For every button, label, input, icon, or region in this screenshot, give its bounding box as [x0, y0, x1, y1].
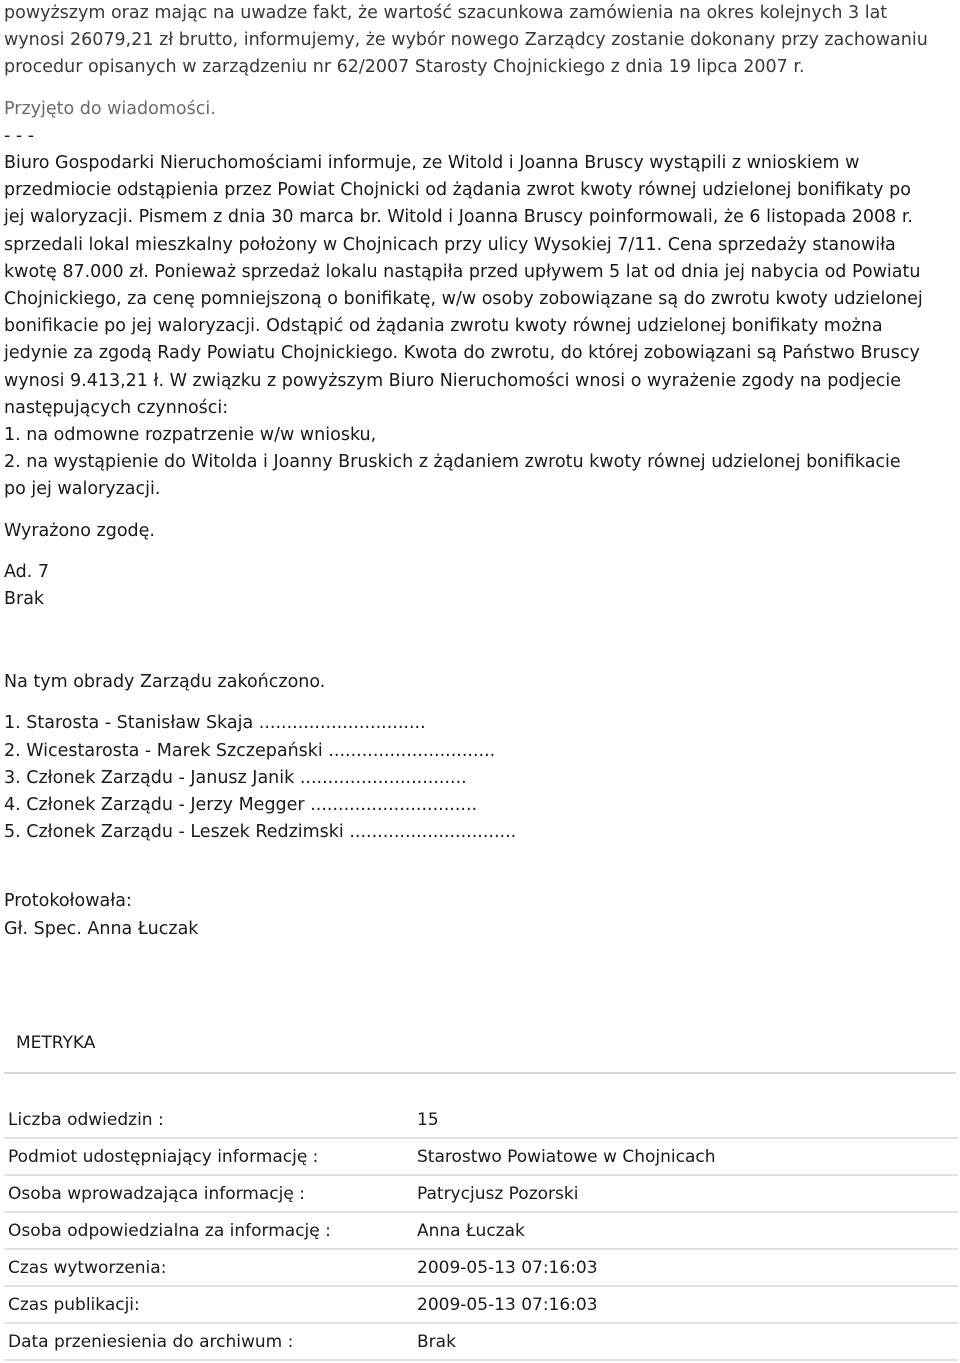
- signatory-item: 3. Członek Zarządu - Janusz Janik ..............................: [4, 767, 467, 788]
- signatory-item: 2. Wicestarosta - Marek Szczepański ..............................: [4, 740, 496, 761]
- intro-line: powyższym oraz mając na uwadze fakt, że wartość szacunkowa zamówienia na okres kolejnych 3 lat: [4, 3, 888, 23]
- metryka-divider: [4, 1072, 956, 1074]
- signatory-item: 4. Członek Zarządu - Jerzy Megger ..............................: [4, 795, 478, 816]
- body-line: następujących czynności:: [4, 397, 229, 418]
- body-line: przedmiocie odstąpienia przez Powiat Chojnicki od żądania zwrot kwoty równej udzielonej bonifikaty po: [4, 180, 911, 201]
- body-line: Biuro Gospodarki Nieruchomościami informuje, ze Witold i Joanna Bruscy wystąpili z wnioskiem w: [4, 153, 860, 174]
- metryka-value: Starostwo Powiatowe w Chojnicach: [413, 1138, 958, 1175]
- body-line: Chojnickiego, za cenę pomniejszoną o bonifikatę, w/w osoby zobowiązane są do zwrotu kwoty udzielonej: [4, 289, 923, 310]
- body-line: wynosi 9.413,21 ł. W związku z powyższym Biuro Nieruchomości wnosi o wyrażenie zgody na podjecie: [4, 370, 902, 391]
- metryka-row: [4, 1212, 958, 1249]
- metryka-value: 2009-05-13 07:16:03: [413, 1249, 958, 1286]
- metryka-label: Czas wytworzenia:: [4, 1249, 413, 1286]
- body-line: sprzedali lokal mieszkalny położony w Chojnicach przy ulicy Wysokiej 7/11. Cena sprzedaży stanowiła: [4, 234, 896, 255]
- metryka-value: Anna Łuczak: [413, 1212, 958, 1249]
- list-item: 1. na odmowne rozpatrzenie w/w wniosku,: [4, 425, 377, 446]
- separator: - - -: [4, 125, 35, 146]
- metryka-label: Osoba odpowiedzialna za informację :: [4, 1212, 413, 1249]
- metryka-label: Podmiot udostępniający informację :: [4, 1138, 413, 1175]
- body-line: jedynie za zgodą Rady Powiatu Chojnickiego. Kwota do zwrotu, do której zobowiązani są Państwo Bruscy: [4, 343, 920, 364]
- document-body: [4, 0, 956, 943]
- metryka-value: 15: [413, 1102, 958, 1138]
- metryka-row: [4, 1102, 958, 1138]
- body-line: bonifikacie po jej waloryzacji. Odstąpić od żądania zwrotu kwoty równej udzielonej bonifikaty można: [4, 316, 883, 337]
- protocol-label: Protokołowała:: [4, 891, 132, 912]
- metryka-value: Patrycjusz Pozorski: [413, 1175, 958, 1212]
- metryka-row: [4, 1138, 958, 1175]
- metryka-table: [4, 1102, 958, 1361]
- metryka-row: [4, 1175, 958, 1212]
- signatories-list: [4, 710, 956, 846]
- intro-line: wynosi 26079,21 zł brutto, informujemy, że wybór nowego Zarządcy zostanie dokonany przy zachowaniu: [4, 30, 928, 51]
- metryka-row: [4, 1286, 958, 1323]
- protocol-name: Gł. Spec. Anna Łuczak: [4, 918, 199, 939]
- metryka-label: Czas publikacji:: [4, 1286, 413, 1323]
- metryka-label: Data przeniesienia do archiwum :: [4, 1323, 413, 1360]
- metryka-value: 2009-05-13 07:16:03: [413, 1286, 958, 1323]
- closing-text: Na tym obrady Zarządu zakończono.: [4, 672, 326, 693]
- body-line: jej waloryzacji. Pismem z dnia 30 marca br. Witold i Joanna Bruscy poinformowali, że 6 listopada 2008 r.: [4, 207, 913, 228]
- intro-line: procedur opisanych w zarządzeniu nr 62/2007 Starosty Chojnickiego z dnia 19 lipca 2007 r.: [4, 57, 805, 78]
- list-item: 2. na wystąpienie do Witolda i Joanny Bruskich z żądaniem zwrotu kwoty równej udzielonej bonifikacie: [4, 452, 901, 473]
- metryka-title: METRYKA: [16, 1033, 96, 1053]
- signatory-item: 5. Członek Zarządu - Leszek Redzimski ..............................: [4, 822, 517, 843]
- metryka-label: Osoba wprowadzająca informację :: [4, 1175, 413, 1212]
- consent-text: Wyrażono zgodę.: [4, 520, 155, 541]
- metryka-value: Brak: [413, 1323, 958, 1360]
- ad7-text: Brak: [4, 589, 45, 610]
- signatory-item: 1. Starosta - Stanisław Skaja ..............................: [4, 713, 426, 734]
- metryka-row: [4, 1323, 958, 1360]
- resolution-text: Przyjęto do wiadomości.: [4, 98, 216, 119]
- body-line: kwotę 87.000 zł. Ponieważ sprzedaż lokalu nastąpiła przed upływem 5 lat od dnia jej nabycia od Powiatu: [4, 261, 921, 282]
- ad7-heading: Ad. 7: [4, 561, 50, 582]
- metryka-row: [4, 1249, 958, 1286]
- metryka-label: Liczba odwiedzin :: [4, 1102, 413, 1138]
- list-item: po jej waloryzacji.: [4, 479, 161, 500]
